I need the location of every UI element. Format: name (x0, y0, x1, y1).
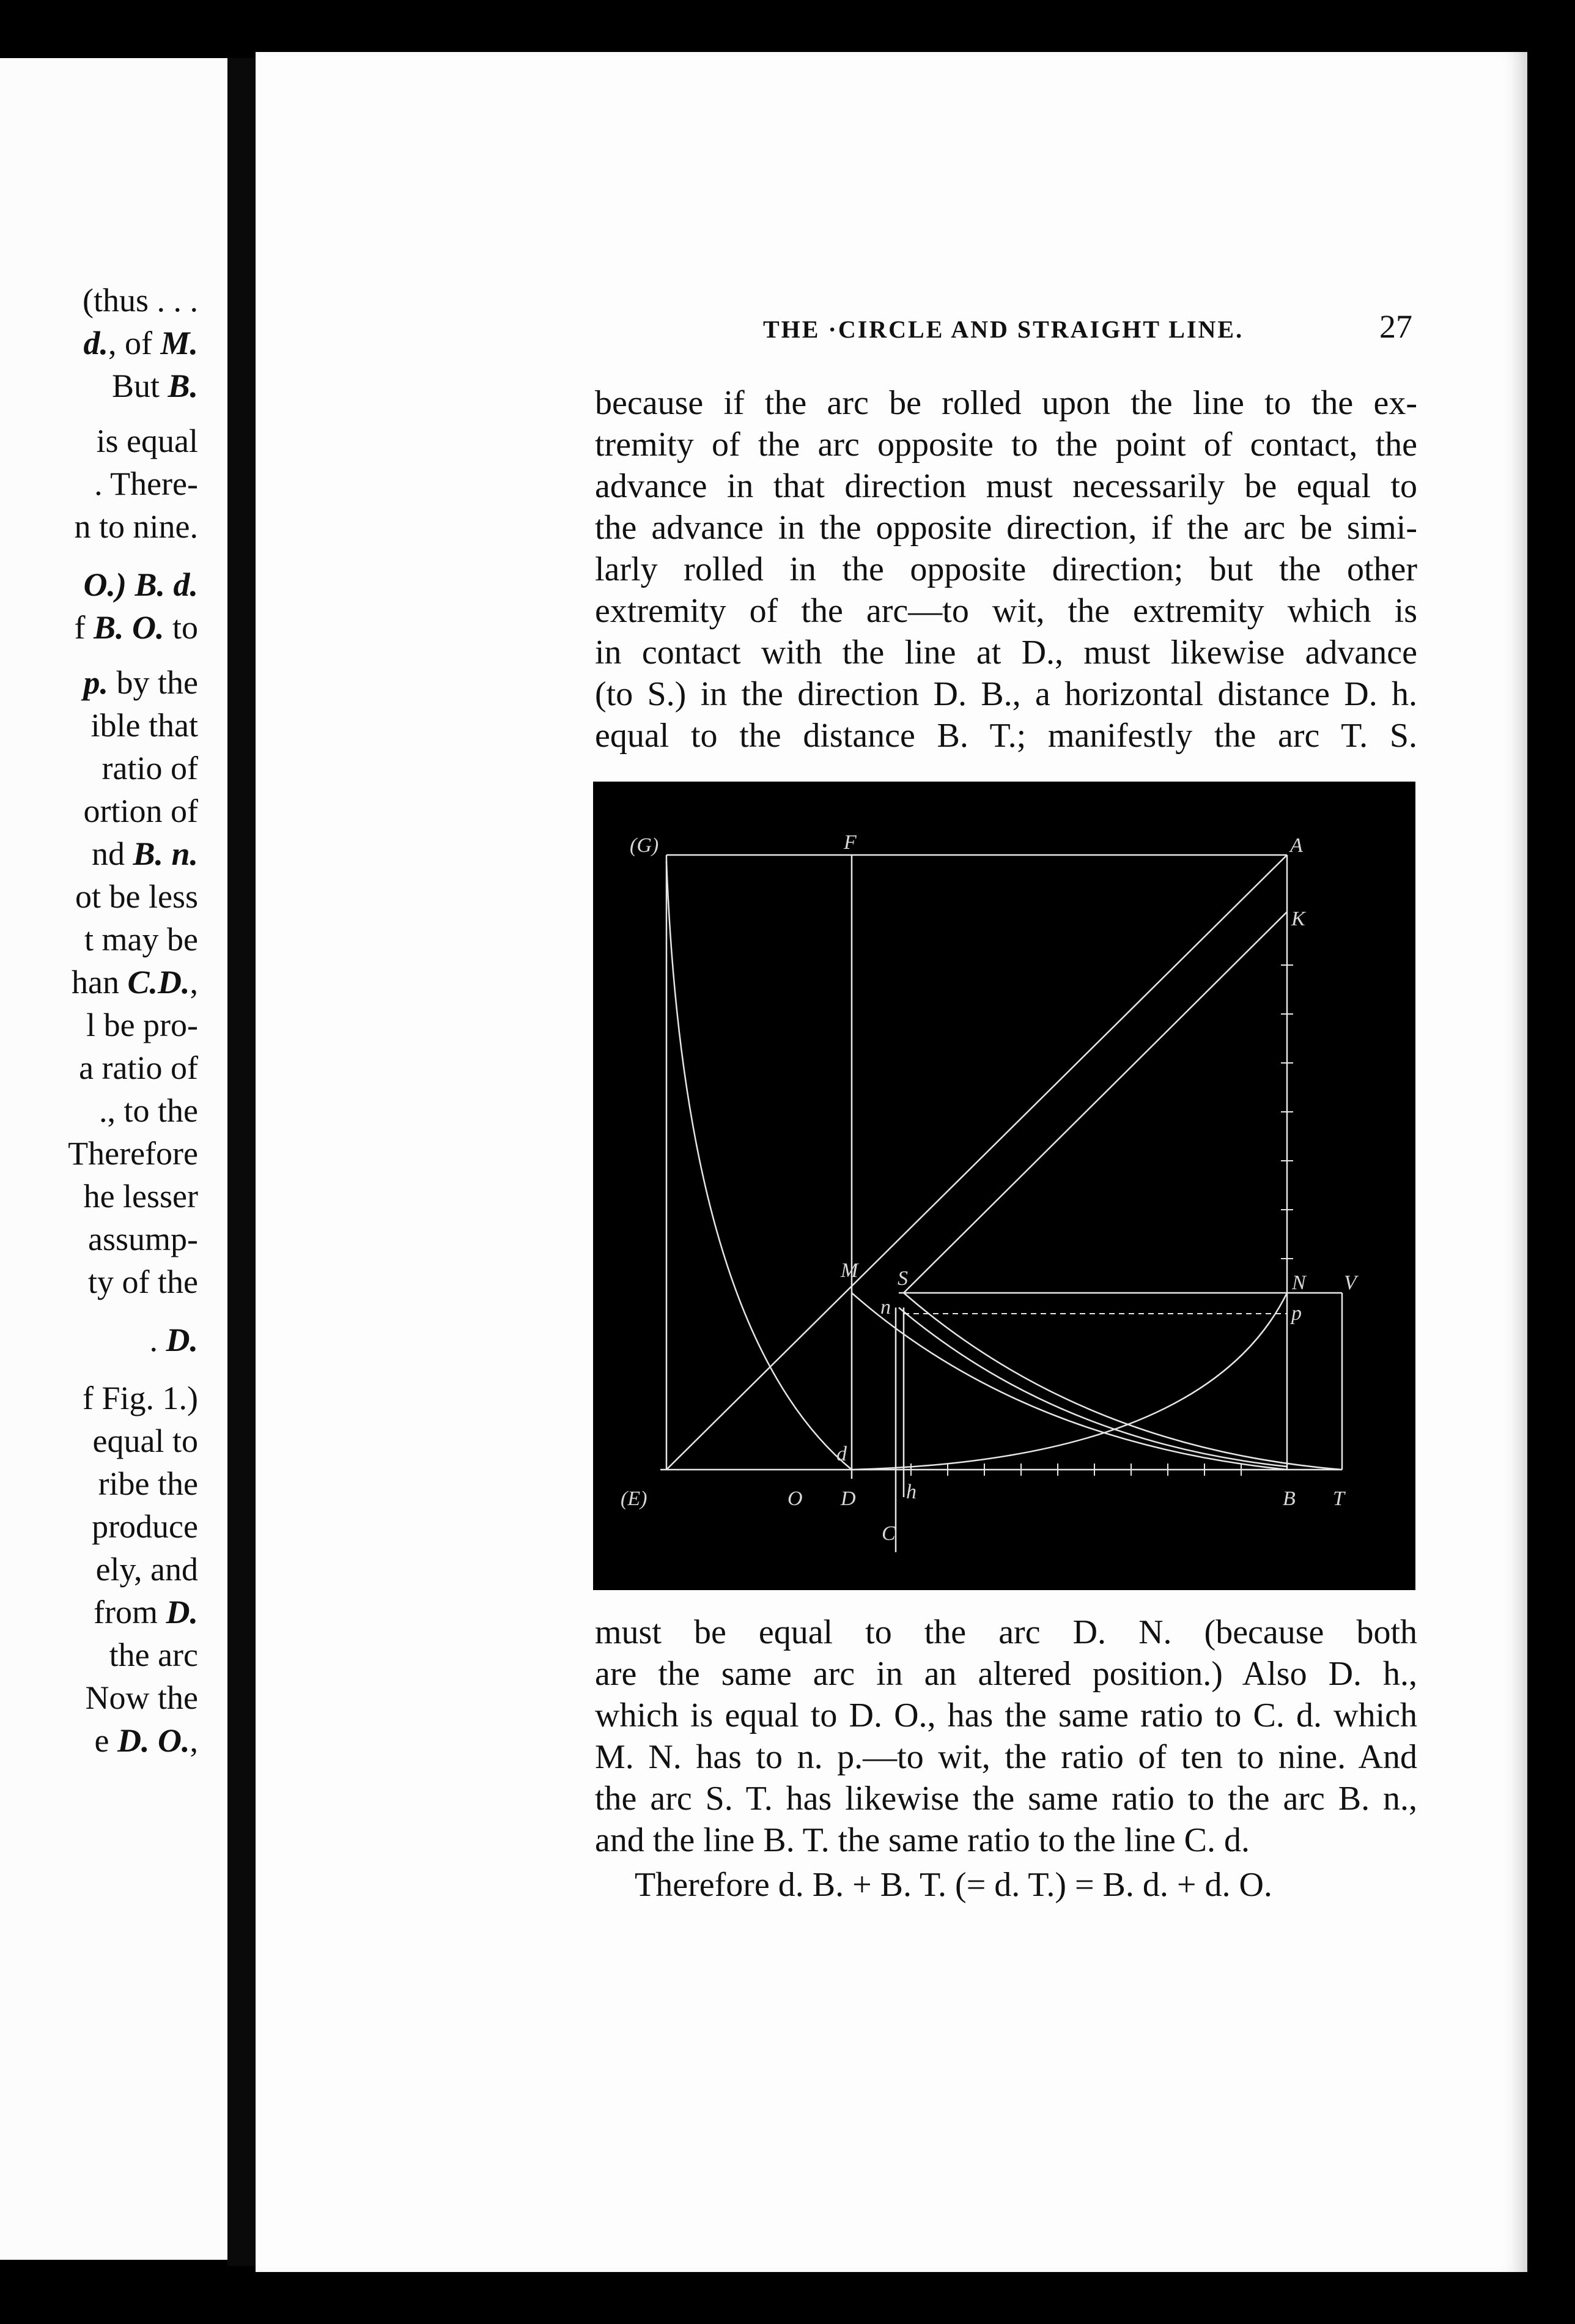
label-n-small: n (880, 1296, 891, 1319)
paragraph-top (595, 382, 1417, 757)
left-page-line: . There- (94, 465, 198, 502)
page-number: 27 (1379, 308, 1412, 345)
left-page-line: ., to the (99, 1092, 198, 1129)
label-f: F (844, 831, 857, 854)
left-page-line: l be pro- (86, 1007, 198, 1043)
label-c: C (882, 1522, 896, 1545)
text-line: and the line B. T. the same ratio to the line C. d. (595, 1821, 1250, 1859)
left-page-line: is equal (96, 423, 198, 459)
left-page-line: . D. (149, 1322, 198, 1358)
label-s: S (898, 1267, 908, 1290)
conclusion-line: Therefore d. B. + B. T. (= d. T.) = B. d. + d. O. (635, 1866, 1272, 1904)
diagonal-ea (666, 855, 1287, 1470)
left-page-line: nd B. n. (91, 835, 198, 872)
left-page-line: ible that (90, 707, 198, 744)
book-gutter (227, 58, 256, 2266)
label-d-small: d (836, 1443, 847, 1465)
text-line: which is equal to D. O., has the same ratio to C. d. which (595, 1697, 1417, 1734)
left-page-line: he lesser (83, 1178, 198, 1215)
left-page-line: e D. O., (94, 1722, 198, 1759)
label-p: p (1291, 1302, 1302, 1325)
left-page-line: f B. O. to (74, 609, 198, 646)
left-page-line: assump- (88, 1221, 198, 1257)
left-page-line: f Fig. 1.) (83, 1380, 198, 1416)
left-page-line: equal to (92, 1423, 198, 1459)
label-d: D (841, 1487, 856, 1510)
left-page-line: han C.D., (72, 964, 198, 1001)
text-line: because if the arc be rolled upon the line to the ex- (595, 384, 1417, 422)
left-page-line: Therefore (68, 1135, 198, 1172)
geometric-figure (593, 782, 1415, 1590)
left-page-line: O.) B. d. (83, 566, 198, 603)
label-e: (E) (621, 1487, 647, 1510)
text-line: the advance in the opposite direction, if the arc be simi- (595, 509, 1417, 547)
left-page-line: p. by the (83, 664, 198, 701)
left-page-line: a ratio of (79, 1049, 198, 1086)
left-page-line: d., of M. (83, 325, 198, 361)
left-page-line: t may be (84, 921, 198, 958)
running-head: THE ·CIRCLE AND STRAIGHT LINE. (763, 316, 1244, 343)
text-line: larly rolled in the opposite direction; but the other (595, 550, 1417, 588)
diagonal-sk (904, 912, 1287, 1293)
arc-st (904, 1293, 1342, 1470)
label-t: T (1333, 1487, 1344, 1510)
label-h: h (906, 1481, 917, 1503)
label-b: B (1283, 1487, 1296, 1510)
left-page-line: ribe the (98, 1465, 198, 1502)
text-line: in contact with the line at D., must likewise advance (595, 634, 1417, 672)
text-line: M. N. has to n. p.—to wit, the ratio of ten to nine. And (595, 1738, 1417, 1776)
left-page-line: produce (92, 1508, 198, 1545)
left-page-line: But B. (111, 368, 198, 404)
label-v: V (1344, 1271, 1357, 1294)
label-m: M (841, 1259, 858, 1282)
text-line: extremity of the arc—to wit, the extremity which is (595, 592, 1417, 630)
text-line: advance in that direction must necessarily be equal to (595, 467, 1417, 505)
left-page-line: the arc (109, 1637, 198, 1673)
label-a: A (1290, 834, 1303, 857)
arc-nb (899, 1308, 1287, 1467)
text-line: the arc S. T. has likewise the same ratio to the arc B. n., (595, 1780, 1417, 1818)
left-page-line: n to nine. (74, 508, 198, 545)
text-line: equal to the distance B. T.; manifestly the arc T. S. (595, 717, 1417, 755)
label-n: N (1292, 1271, 1306, 1294)
left-page-line: ely, and (95, 1551, 198, 1588)
left-page-fragment (0, 58, 227, 2260)
label-o: O (788, 1487, 803, 1510)
text-line: tremity of the arc opposite to the point of contact, the (595, 426, 1417, 464)
label-g: (G) (630, 834, 659, 857)
left-page-line: Now the (85, 1679, 198, 1716)
left-page-line: (thus . . . (83, 282, 198, 319)
arc-dn (852, 1293, 1287, 1470)
figure-svg (593, 782, 1415, 1590)
text-line: are the same arc in an altered position.) Also D. h., (595, 1655, 1417, 1693)
text-line: (to S.) in the direction D. B., a horizontal distance D. h. (595, 675, 1417, 713)
left-page-line: ot be less (75, 878, 198, 915)
left-page-line: ortion of (83, 793, 198, 829)
right-page (256, 52, 1527, 2272)
left-page-line: from D. (94, 1594, 198, 1630)
left-page-line: ty of the (88, 1264, 198, 1300)
left-page-line: ratio of (101, 750, 198, 786)
text-line: must be equal to the arc D. N. (because both (595, 1613, 1417, 1651)
label-k: K (1291, 908, 1305, 930)
paragraph-bottom (595, 1612, 1417, 1861)
